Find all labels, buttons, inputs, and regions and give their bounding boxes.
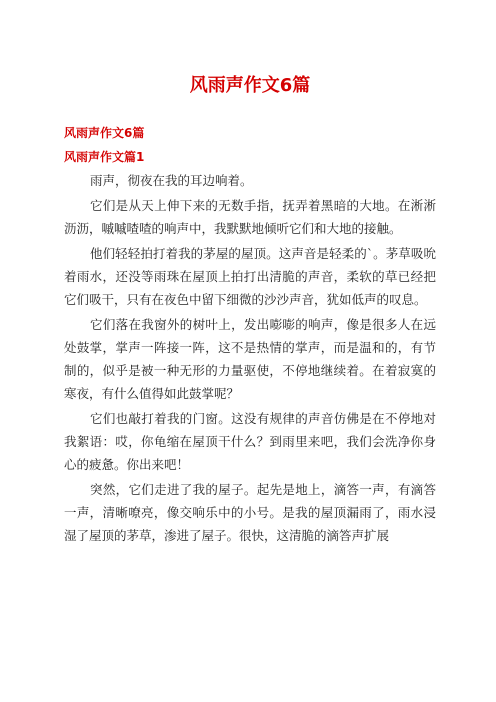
paragraph: 它们是从天上伸下来的无数手指，抚弄着黑暗的大地。在淅淅沥沥，嘁嘁喳喳的响声中，我默默地倾听它们和大地的接触。	[64, 198, 436, 236]
paragraph: 突然，它们走进了我的屋子。起先是地上，滴答一声，有滴答一声，清晰嘹亮，像交响乐中的小号。是我的屋顶漏雨了，雨水浸湿了屋顶的茅草，渗进了屋子。很快，这清脆的滴答声扩展	[64, 482, 436, 543]
section-heading: 风雨声作文6篇	[64, 126, 145, 140]
paragraph: 它们也敲打着我的门窗。这没有规律的声音仿佛是在不停地对我絮语：哎，你龟缩在屋顶干什么？到雨里来吧，我们会洗净你身心的疲惫。你出来吧！	[64, 411, 436, 472]
essay-heading: 风雨声作文篇1	[64, 150, 145, 164]
paragraph: 雨声，彻夜在我的耳边响着。	[90, 173, 253, 188]
essay-body	[64, 169, 436, 547]
paragraph: 他们轻轻拍打着我的茅屋的屋顶。这声音是轻柔的`。茅草吸吮着雨水，还没等雨珠在屋顶上拍打出清脆的声音，柔软的草已经把它们吸干，只有在夜色中留下细微的沙沙声音，犹如低声的叹息。	[64, 246, 436, 307]
document-title: 风雨声作文6篇	[189, 75, 311, 96]
paragraph: 它们落在我窗外的树叶上，发出嘭嘭的响声，像是很多人在远处鼓掌，掌声一阵接一阵，这不是热情的掌声，而是温和的，有节制的，似乎是被一种无形的力量驱使，不停地继续着。在着寂寞的寒夜，有什么值得如此鼓掌呢？	[64, 317, 436, 401]
